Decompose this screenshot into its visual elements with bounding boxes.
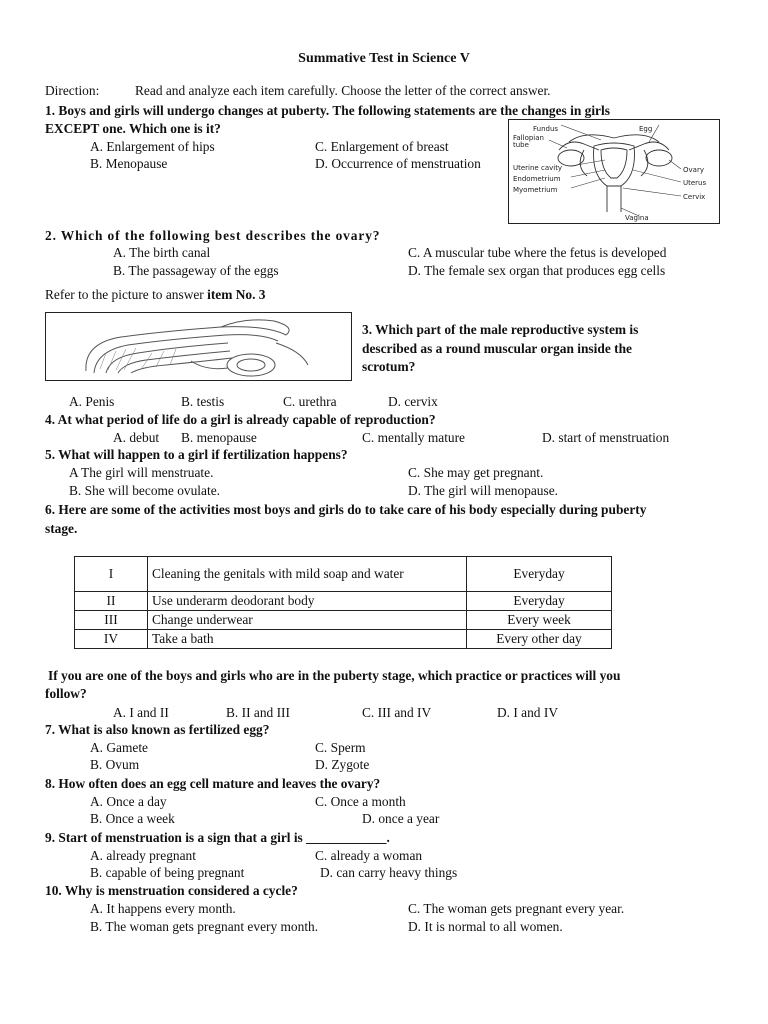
q1-option-c: C. Enlargement of breast [315, 139, 449, 154]
label-ovary: Ovary [683, 166, 704, 174]
q3-line2: described as a round muscular organ inside the [362, 341, 632, 356]
q9-option-d: D. can carry heavy things [320, 865, 458, 880]
table-cell-frequency: Everyday [467, 557, 612, 592]
q10-option-c: C. The woman gets pregnant every year. [408, 901, 625, 916]
q2-option-a: A. The birth canal [113, 245, 211, 260]
refer-note [45, 288, 266, 301]
q5-question: 5. What will happen to a girl if fertilization happens? [45, 447, 348, 462]
label-cervix: Cervix [683, 193, 706, 201]
label-egg: Egg [639, 125, 653, 133]
table-cell-frequency: Everyday [467, 592, 612, 611]
q8-question: 8. How often does an egg cell mature and leaves the ovary? [45, 776, 381, 791]
q6-option-c: C. III and IV [362, 705, 432, 720]
table-cell-frequency: Every other day [467, 630, 612, 649]
q9-option-a: A. already pregnant [90, 848, 196, 863]
table-cell-num: I [75, 557, 148, 592]
q1-line2: EXCEPT one. Which one is it? [45, 121, 221, 136]
q3-option-c: C. urethra [283, 394, 337, 409]
q7-option-a: A. Gamete [90, 740, 149, 755]
q2-option-d: D. The female sex organ that produces egg cells [408, 263, 666, 278]
label-vagina: Vagina [625, 214, 649, 222]
label-fallopian-1: Fallopian [513, 134, 544, 142]
table-row [75, 592, 612, 611]
q6-option-b: B. II and III [226, 705, 290, 720]
q4-option-d: D. start of menstruation [542, 430, 670, 445]
q6-line2: stage. [45, 521, 78, 536]
q2-option-b: B. The passageway of the eggs [113, 263, 279, 278]
hygiene-table [74, 556, 612, 649]
q9-option-b: B. capable of being pregnant [90, 865, 245, 880]
table-cell-frequency: Every week [467, 611, 612, 630]
refer-item: item No. 3 [207, 287, 266, 302]
q4-option-a: A. debut [113, 430, 160, 445]
q8-option-b: B. Once a week [90, 811, 175, 826]
table-cell-num: IV [75, 630, 148, 649]
direction-label: Direction: [45, 83, 100, 98]
q5-option-a: A The girl will menstruate. [69, 465, 214, 480]
q7-option-b: B. Ovum [90, 757, 140, 772]
q6-follow-line2: follow? [45, 686, 87, 701]
q7-option-c: C. Sperm [315, 740, 366, 755]
q6-option-d: D. I and IV [497, 705, 558, 720]
table-cell-activity: Use underarm deodorant body [148, 592, 467, 611]
q3-line3: scrotum? [362, 359, 416, 374]
q4-option-c: C. mentally mature [362, 430, 466, 445]
q6-follow-line1: If you are one of the boys and girls who are in the puberty stage, which practice or practices will you [48, 668, 621, 683]
q1-line1: 1. Boys and girls will undergo changes at puberty. The following statements are the changes in girls [45, 103, 610, 118]
q7-question: 7. What is also known as fertilized egg? [45, 722, 270, 737]
refer-text: Refer to the picture to answer [45, 287, 204, 302]
q4-option-b: B. menopause [181, 430, 257, 445]
label-fundus: Fundus [533, 125, 559, 133]
table-row [75, 630, 612, 649]
q6-option-a: A. I and II [113, 705, 169, 720]
label-uterine-cavity: Uterine cavity [513, 164, 563, 172]
label-endometrium: Endometrium [513, 175, 561, 183]
label-fallopian-2: tube [513, 141, 529, 149]
q5-option-d: D. The girl will menopause. [408, 483, 558, 498]
q8-option-d: D. once a year [362, 811, 440, 826]
q1-option-b: B. Menopause [90, 156, 168, 171]
table-row [75, 557, 612, 592]
table-cell-activity: Take a bath [148, 630, 467, 649]
q1-option-a: A. Enlargement of hips [90, 139, 215, 154]
male-reproductive-drawing [46, 313, 351, 380]
q3-line1: 3. Which part of the male reproductive system is [362, 322, 639, 337]
q2-question: 2. Which of the following best describes the ovary? [45, 228, 381, 243]
q8-option-c: C. Once a month [315, 794, 406, 809]
male-reproductive-diagram [45, 312, 352, 381]
q9-question: 9. Start of menstruation is a sign that a girl is ____________. [45, 830, 390, 845]
q6-line1: 6. Here are some of the activities most boys and girls do to take care of his body especially during puberty [45, 502, 647, 517]
q10-option-b: B. The woman gets pregnant every month. [90, 919, 319, 934]
q10-option-a: A. It happens every month. [90, 901, 236, 916]
q7-option-d: D. Zygote [315, 757, 370, 772]
female-reproductive-drawing [509, 120, 719, 223]
q3-option-a: A. Penis [69, 394, 115, 409]
q1-option-d: D. Occurrence of menstruation [315, 156, 481, 171]
label-uterus: Uterus [683, 179, 707, 187]
female-reproductive-diagram [508, 119, 720, 224]
direction-text: Read and analyze each item carefully. Choose the letter of the correct answer. [135, 83, 551, 98]
table-cell-activity: Cleaning the genitals with mild soap and water [148, 557, 467, 592]
q10-option-d: D. It is normal to all women. [408, 919, 563, 934]
q3-option-d: D. cervix [388, 394, 438, 409]
table-cell-num: III [75, 611, 148, 630]
q4-question: 4. At what period of life do a girl is already capable of reproduction? [45, 412, 436, 427]
table-cell-num: II [75, 592, 148, 611]
q9-option-c: C. already a woman [315, 848, 423, 863]
page-title: Summative Test in Science V [298, 51, 470, 66]
q8-option-a: A. Once a day [90, 794, 167, 809]
table-row [75, 611, 612, 630]
table-cell-activity: Change underwear [148, 611, 467, 630]
q3-option-b: B. testis [181, 394, 225, 409]
q2-option-c: C. A muscular tube where the fetus is developed [408, 245, 667, 260]
q5-option-b: B. She will become ovulate. [69, 483, 220, 498]
q5-option-c: C. She may get pregnant. [408, 465, 544, 480]
q10-question: 10. Why is menstruation considered a cycle? [45, 883, 298, 898]
label-myometrium: Myometrium [513, 186, 558, 194]
